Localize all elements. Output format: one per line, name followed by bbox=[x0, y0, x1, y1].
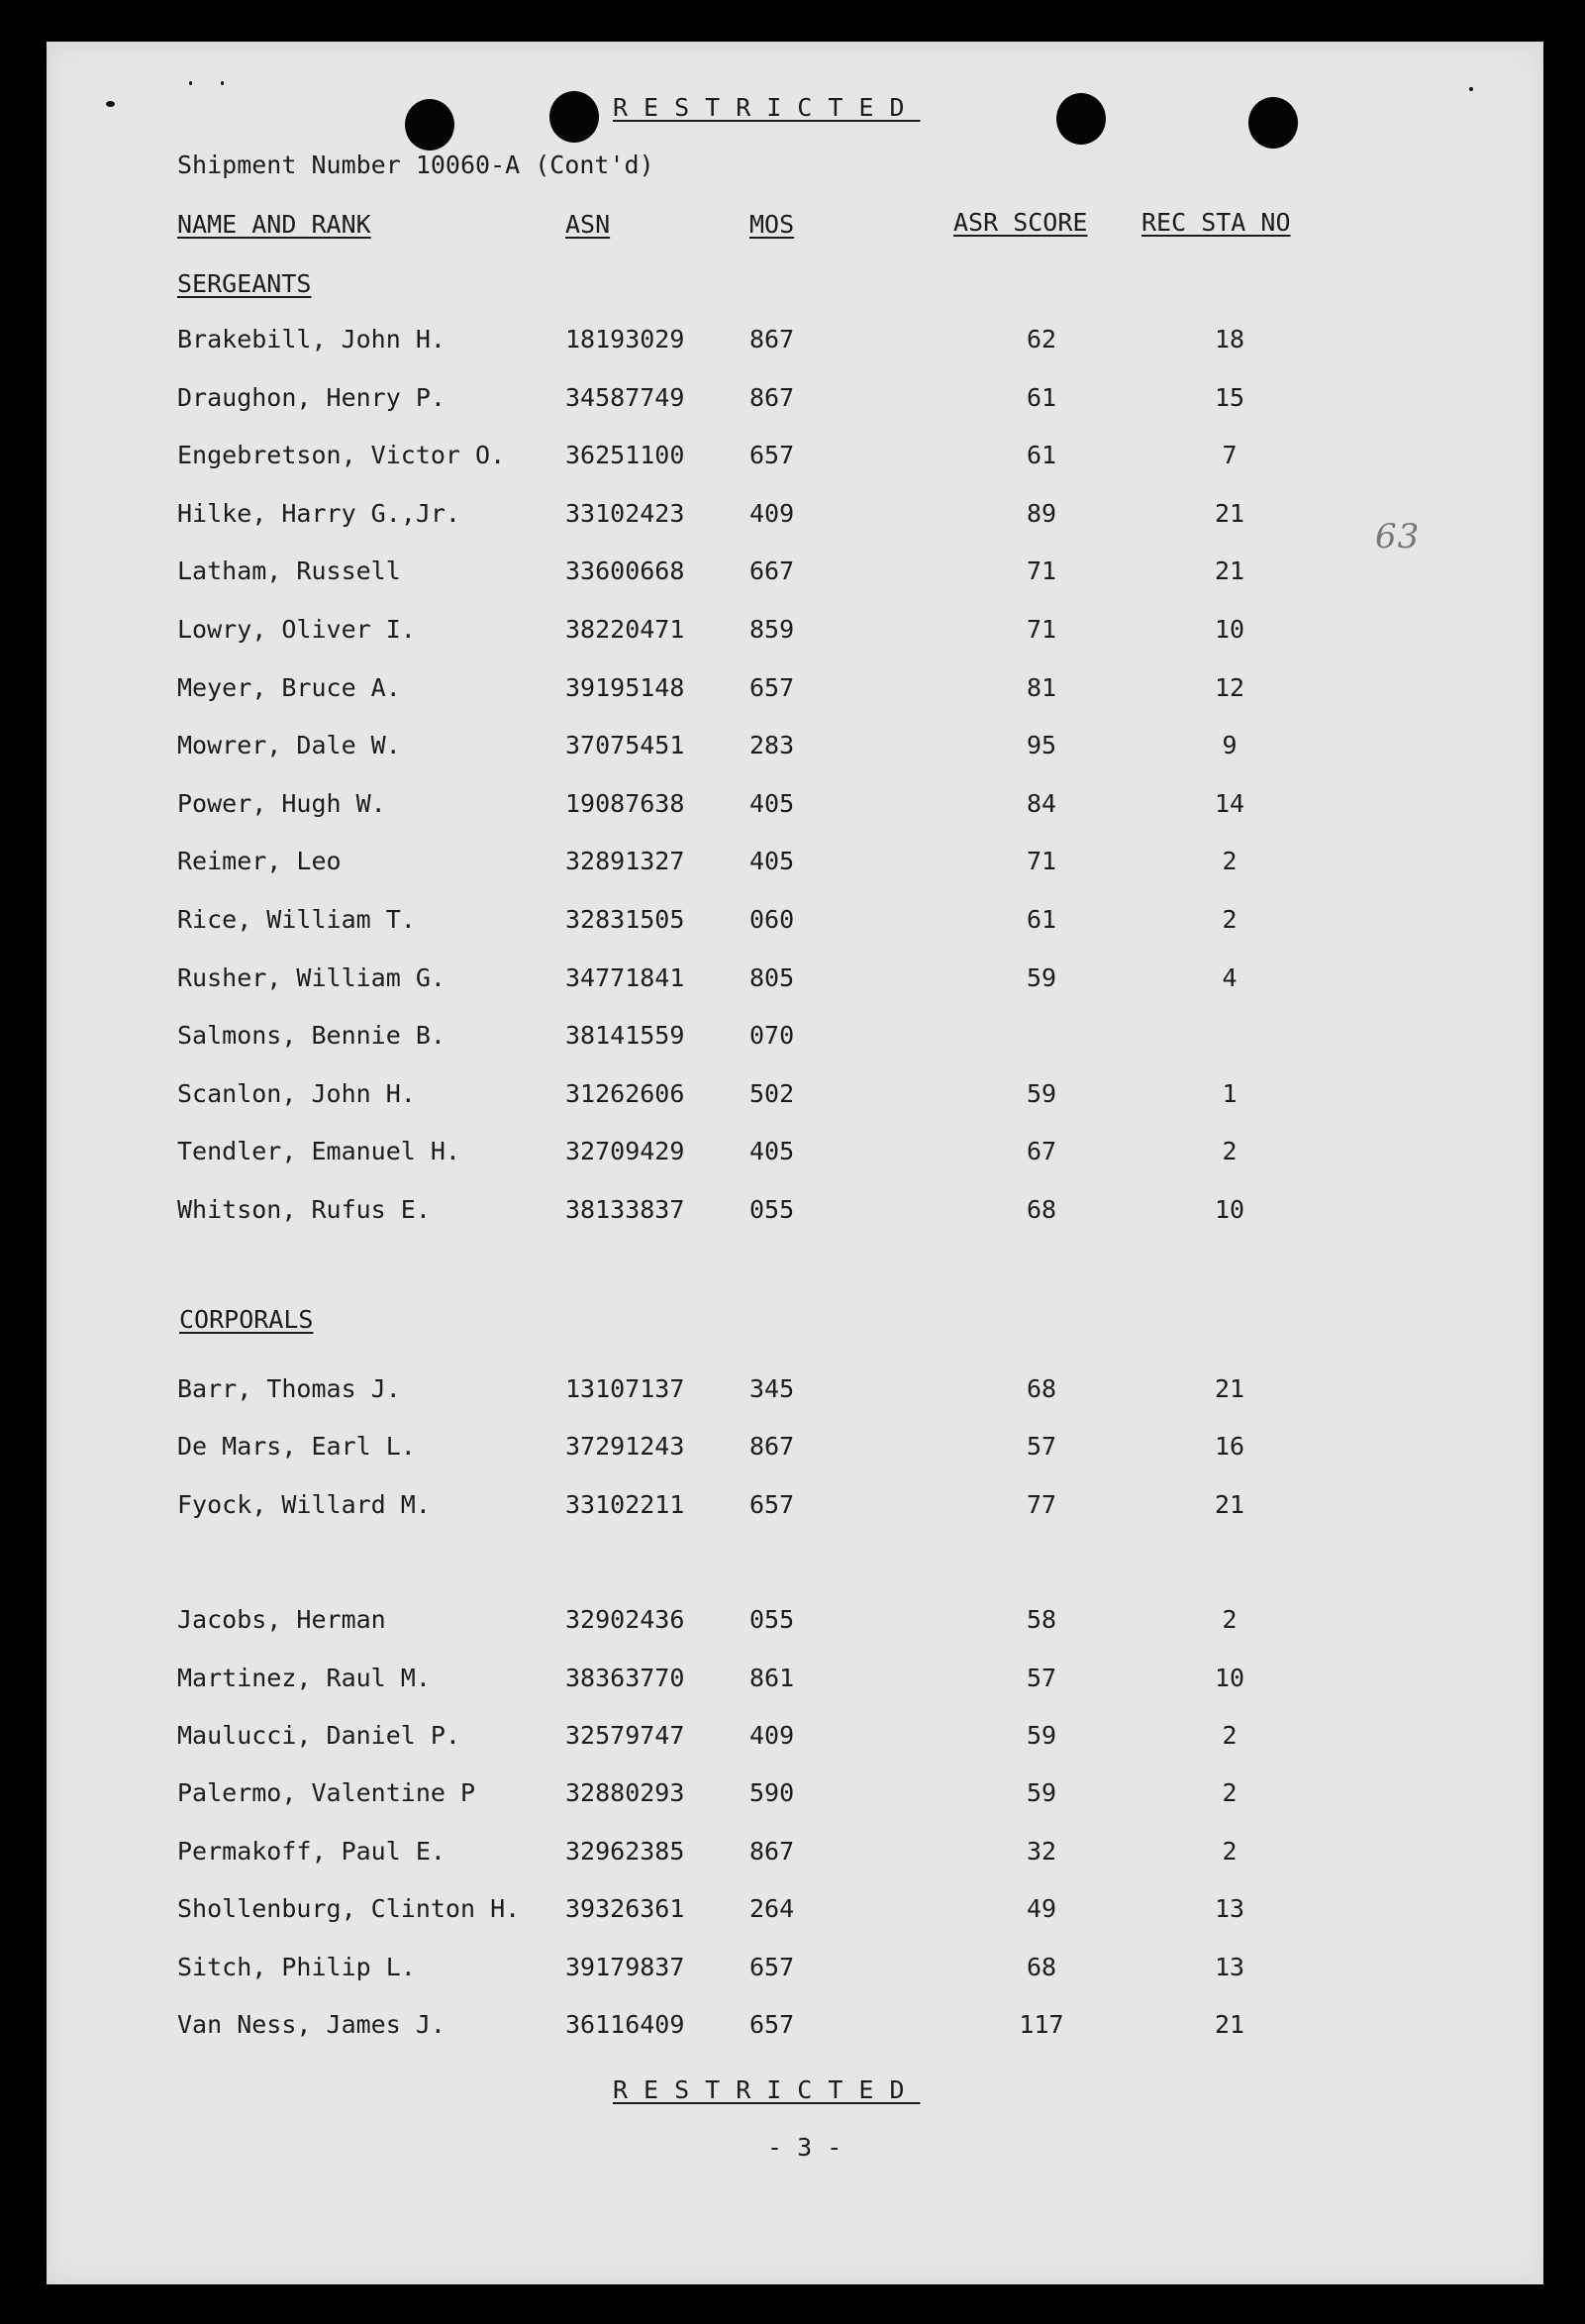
cell-rec: 16 bbox=[1214, 1432, 1245, 1461]
cell-rec: 21 bbox=[1214, 1490, 1245, 1519]
cell-asr: 95 bbox=[1026, 731, 1057, 759]
cell-name: Jacobs, Herman bbox=[177, 1605, 386, 1634]
speck bbox=[189, 81, 192, 85]
cell-asn: 32831505 bbox=[565, 905, 685, 934]
cell-rec: 2 bbox=[1222, 1605, 1238, 1634]
cell-asn: 38220471 bbox=[565, 615, 685, 644]
cell-asn: 39326361 bbox=[565, 1894, 685, 1923]
cell-rec: 21 bbox=[1214, 2010, 1245, 2039]
col-header-asn: ASN bbox=[565, 210, 611, 239]
cell-mos: 405 bbox=[749, 789, 795, 818]
cell-asr: 59 bbox=[1026, 1079, 1057, 1108]
cell-asn: 38363770 bbox=[565, 1664, 685, 1692]
cell-asr: 68 bbox=[1026, 1374, 1057, 1403]
cell-rec: 14 bbox=[1214, 789, 1245, 818]
cell-mos: 867 bbox=[749, 383, 795, 412]
cell-asn: 32891327 bbox=[565, 847, 685, 875]
cell-rec: 13 bbox=[1214, 1953, 1245, 1981]
cell-name: Latham, Russell bbox=[177, 556, 401, 585]
cell-name: Martinez, Raul M. bbox=[177, 1664, 431, 1692]
cell-asn: 34587749 bbox=[565, 383, 685, 412]
cell-mos: 405 bbox=[749, 847, 795, 875]
cell-asr: 68 bbox=[1026, 1953, 1057, 1981]
cell-rec: 13 bbox=[1214, 1894, 1245, 1923]
cell-name: Brakebill, John H. bbox=[177, 325, 446, 354]
cell-mos: 657 bbox=[749, 441, 795, 469]
cell-asr: 59 bbox=[1026, 1721, 1057, 1750]
cell-mos: 657 bbox=[749, 1490, 795, 1519]
cell-mos: 060 bbox=[749, 905, 795, 934]
cell-mos: 409 bbox=[749, 1721, 795, 1750]
cell-asn: 33102211 bbox=[565, 1490, 685, 1519]
punch-hole-1 bbox=[405, 99, 454, 151]
page-number: - 3 - bbox=[767, 2133, 842, 2162]
cell-asr: 67 bbox=[1026, 1137, 1057, 1165]
cell-name: Mowrer, Dale W. bbox=[177, 731, 401, 759]
cell-asn: 18193029 bbox=[565, 325, 685, 354]
cell-mos: 859 bbox=[749, 615, 795, 644]
cell-name: Scanlon, John H. bbox=[177, 1079, 416, 1108]
cell-mos: 283 bbox=[749, 731, 795, 759]
cell-name: Draughon, Henry P. bbox=[177, 383, 446, 412]
cell-asn: 39195148 bbox=[565, 673, 685, 702]
cell-rec: 10 bbox=[1214, 615, 1245, 644]
cell-name: Meyer, Bruce A. bbox=[177, 673, 401, 702]
cell-asn: 37291243 bbox=[565, 1432, 685, 1461]
cell-asr: 32 bbox=[1026, 1837, 1057, 1866]
cell-rec: 21 bbox=[1214, 556, 1245, 585]
cell-asr: 57 bbox=[1026, 1664, 1057, 1692]
cell-asr: 62 bbox=[1026, 325, 1057, 354]
cell-asr: 49 bbox=[1026, 1894, 1057, 1923]
shipment-line: Shipment Number 10060-A (Cont'd) bbox=[177, 151, 654, 179]
cell-rec: 2 bbox=[1222, 905, 1238, 934]
cell-asr: 61 bbox=[1026, 441, 1057, 469]
cell-asr: 81 bbox=[1026, 673, 1057, 702]
cell-asn: 36251100 bbox=[565, 441, 685, 469]
cell-mos: 657 bbox=[749, 1953, 795, 1981]
cell-mos: 657 bbox=[749, 673, 795, 702]
cell-rec: 2 bbox=[1222, 847, 1238, 875]
cell-asr: 77 bbox=[1026, 1490, 1057, 1519]
cell-mos: 867 bbox=[749, 1432, 795, 1461]
cell-name: Whitson, Rufus E. bbox=[177, 1195, 431, 1224]
cell-rec: 1 bbox=[1222, 1079, 1238, 1108]
cell-name: Reimer, Leo bbox=[177, 847, 342, 875]
cell-name: Van Ness, James J. bbox=[177, 2010, 446, 2039]
cell-mos: 657 bbox=[749, 2010, 795, 2039]
cell-asn: 37075451 bbox=[565, 731, 685, 759]
cell-mos: 867 bbox=[749, 1837, 795, 1866]
cell-mos: 070 bbox=[749, 1021, 795, 1050]
cell-asn: 36116409 bbox=[565, 2010, 685, 2039]
cell-asn: 31262606 bbox=[565, 1079, 685, 1108]
cell-asn: 32880293 bbox=[565, 1778, 685, 1807]
cell-name: Barr, Thomas J. bbox=[177, 1374, 401, 1403]
cell-asr: 84 bbox=[1026, 789, 1057, 818]
cell-rec: 10 bbox=[1214, 1195, 1245, 1224]
cell-asr: 61 bbox=[1026, 905, 1057, 934]
cell-mos: 345 bbox=[749, 1374, 795, 1403]
cell-name: Tendler, Emanuel H. bbox=[177, 1137, 460, 1165]
cell-mos: 409 bbox=[749, 499, 795, 528]
cell-asr: 68 bbox=[1026, 1195, 1057, 1224]
speck bbox=[221, 81, 224, 85]
cell-rec: 4 bbox=[1222, 963, 1238, 992]
col-header-mos: MOS bbox=[749, 210, 795, 239]
cell-mos: 861 bbox=[749, 1664, 795, 1692]
cell-asr: 59 bbox=[1026, 1778, 1057, 1807]
cell-name: Rusher, William G. bbox=[177, 963, 446, 992]
cell-asn: 38141559 bbox=[565, 1021, 685, 1050]
cell-rec: 2 bbox=[1222, 1137, 1238, 1165]
cell-name: Lowry, Oliver I. bbox=[177, 615, 416, 644]
speck bbox=[1469, 87, 1473, 91]
cell-name: De Mars, Earl L. bbox=[177, 1432, 416, 1461]
cell-asn: 39179837 bbox=[565, 1953, 685, 1981]
cell-asr: 89 bbox=[1026, 499, 1057, 528]
document-page bbox=[47, 42, 1543, 2284]
cell-mos: 264 bbox=[749, 1894, 795, 1923]
cell-asn: 33102423 bbox=[565, 499, 685, 528]
cell-rec: 2 bbox=[1222, 1837, 1238, 1866]
cell-mos: 502 bbox=[749, 1079, 795, 1108]
cell-rec: 21 bbox=[1214, 499, 1245, 528]
margin-handwritten-number: 63 bbox=[1375, 517, 1421, 556]
cell-rec: 18 bbox=[1214, 325, 1245, 354]
cell-name: Hilke, Harry G.,Jr. bbox=[177, 499, 460, 528]
punch-hole-2 bbox=[549, 91, 599, 143]
cell-rec: 21 bbox=[1214, 1374, 1245, 1403]
cell-rec: 2 bbox=[1222, 1778, 1238, 1807]
cell-name: Shollenburg, Clinton H. bbox=[177, 1894, 521, 1923]
cell-asn: 32902436 bbox=[565, 1605, 685, 1634]
cell-mos: 055 bbox=[749, 1195, 795, 1224]
cell-name: Fyock, Willard M. bbox=[177, 1490, 431, 1519]
cell-mos: 405 bbox=[749, 1137, 795, 1165]
cell-asr: 61 bbox=[1026, 383, 1057, 412]
cell-mos: 667 bbox=[749, 556, 795, 585]
cell-asn: 32709429 bbox=[565, 1137, 685, 1165]
cell-name: Power, Hugh W. bbox=[177, 789, 386, 818]
section-title-corporals: CORPORALS bbox=[179, 1305, 314, 1334]
cell-asn: 19087638 bbox=[565, 789, 685, 818]
punch-hole-3 bbox=[1056, 93, 1106, 145]
cell-rec: 15 bbox=[1214, 383, 1245, 412]
cell-name: Palermo, Valentine P bbox=[177, 1778, 476, 1807]
cell-asr: 57 bbox=[1026, 1432, 1057, 1461]
cell-asr: 59 bbox=[1026, 963, 1057, 992]
cell-asr: 117 bbox=[1019, 2010, 1064, 2039]
cell-name: Maulucci, Daniel P. bbox=[177, 1721, 460, 1750]
cell-asn: 38133837 bbox=[565, 1195, 685, 1224]
cell-name: Salmons, Bennie B. bbox=[177, 1021, 446, 1050]
cell-rec: 12 bbox=[1214, 673, 1245, 702]
cell-rec: 7 bbox=[1222, 441, 1238, 469]
punch-hole-4 bbox=[1248, 97, 1298, 149]
col-header-rec: REC STA NO bbox=[1141, 208, 1291, 237]
cell-asn: 13107137 bbox=[565, 1374, 685, 1403]
cell-mos: 055 bbox=[749, 1605, 795, 1634]
cell-asr: 58 bbox=[1026, 1605, 1057, 1634]
cell-name: Sitch, Philip L. bbox=[177, 1953, 416, 1981]
cell-name: Rice, William T. bbox=[177, 905, 416, 934]
section-title-sergeants: SERGEANTS bbox=[177, 269, 312, 298]
cell-rec: 10 bbox=[1214, 1664, 1245, 1692]
col-header-name: NAME AND RANK bbox=[177, 210, 371, 239]
cell-mos: 805 bbox=[749, 963, 795, 992]
cell-asr: 71 bbox=[1026, 847, 1057, 875]
cell-rec: 2 bbox=[1222, 1721, 1238, 1750]
classification-footer: RESTRICTED bbox=[613, 2075, 921, 2104]
cell-asr: 71 bbox=[1026, 556, 1057, 585]
cell-name: Engebretson, Victor O. bbox=[177, 441, 506, 469]
speck bbox=[106, 101, 115, 107]
cell-asr: 71 bbox=[1026, 615, 1057, 644]
cell-name: Permakoff, Paul E. bbox=[177, 1837, 446, 1866]
cell-asn: 32962385 bbox=[565, 1837, 685, 1866]
col-header-asr: ASR SCORE bbox=[953, 208, 1088, 237]
cell-rec: 9 bbox=[1222, 731, 1238, 759]
cell-mos: 867 bbox=[749, 325, 795, 354]
classification-header: RESTRICTED bbox=[613, 93, 921, 122]
cell-asn: 34771841 bbox=[565, 963, 685, 992]
cell-mos: 590 bbox=[749, 1778, 795, 1807]
cell-asn: 32579747 bbox=[565, 1721, 685, 1750]
cell-asn: 33600668 bbox=[565, 556, 685, 585]
